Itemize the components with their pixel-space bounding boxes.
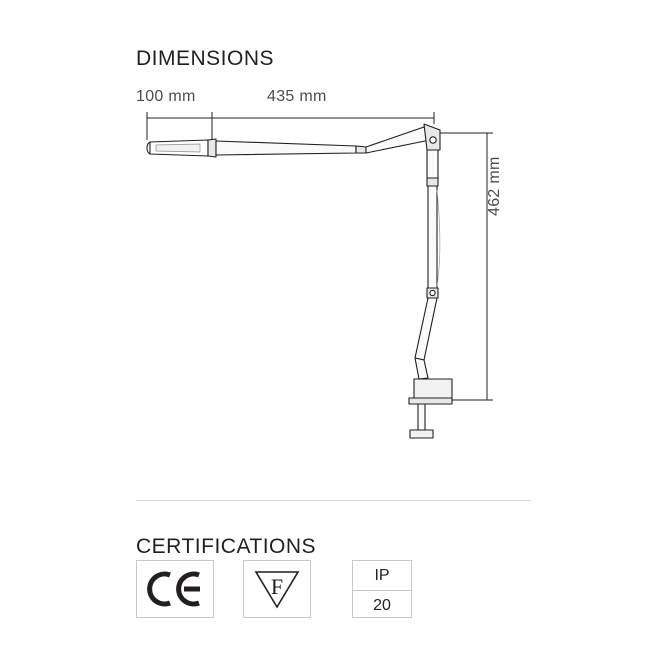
certification-badge-f — [243, 560, 311, 618]
svg-text:F: F — [270, 574, 284, 599]
dimension-label-head-length: 100 mm — [136, 88, 196, 105]
page-title-dimensions: DIMENSIONS — [136, 47, 275, 71]
ip-value: 20 — [353, 590, 411, 620]
dimension-label-height: 462 mm — [486, 156, 503, 216]
ip-label: IP — [374, 566, 390, 584]
certification-badge-ip — [352, 560, 412, 618]
ce-mark-icon — [137, 561, 213, 617]
section-divider — [136, 500, 531, 501]
page-title-certifications: CERTIFICATIONS — [136, 535, 317, 559]
f-mark-icon — [244, 561, 310, 617]
dimension-label-arm-length: 435 mm — [267, 88, 327, 105]
certification-badge-ce — [136, 560, 214, 618]
